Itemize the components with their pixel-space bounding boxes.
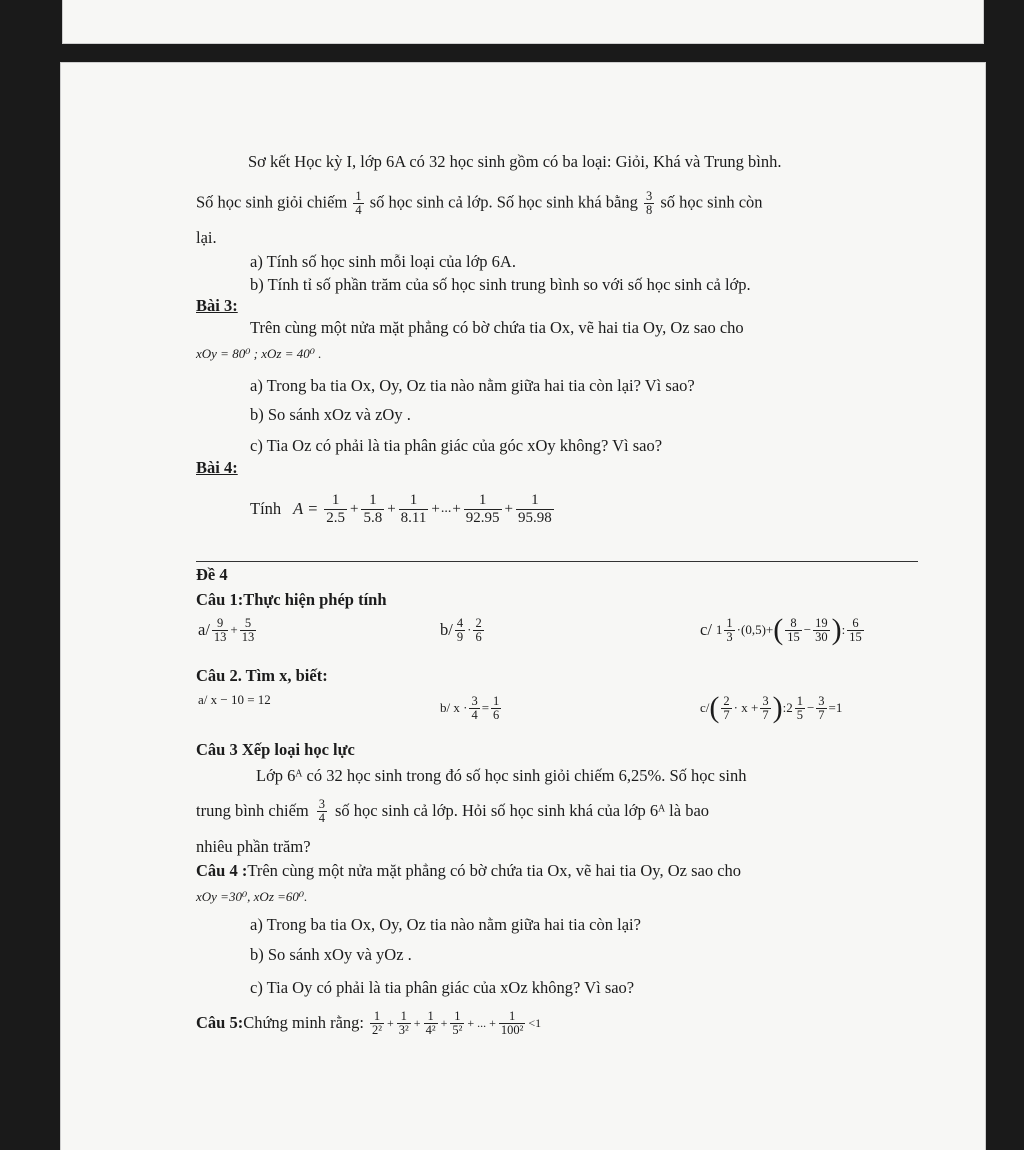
fraction	[424, 1010, 438, 1037]
section-divider	[196, 561, 918, 562]
fraction	[397, 1010, 411, 1037]
numerator: 3	[318, 796, 325, 811]
fraction	[847, 617, 864, 644]
numerator: 1	[796, 693, 803, 708]
operator: + ... +	[467, 1016, 496, 1030]
text-segment: số học sinh cả lớp. Hỏi số học sinh khá của lớp 6ᴬ là bao	[334, 801, 710, 820]
numerator: 1	[454, 1008, 461, 1023]
numerator: 1	[369, 491, 377, 508]
numerator: 1	[331, 491, 340, 508]
fraction	[473, 617, 483, 644]
fraction	[516, 492, 554, 527]
denominator: 5.8	[363, 509, 383, 526]
cau3-line-3: nhiêu phần trăm?	[196, 837, 311, 856]
denominator: 5	[796, 707, 803, 722]
paragraph-intro-2	[196, 190, 763, 217]
numerator: 4	[456, 615, 464, 630]
numerator: 1	[493, 693, 500, 708]
bai3-intro: Trên cùng một nửa mặt phẳng có bờ chứa tia Ox, vẽ hai tia Oy, Oz sao cho	[250, 318, 744, 337]
cau2-b: b/ x · $\frac{3}{4}$ = $\frac{1}{6}$	[440, 693, 500, 722]
denominator: 95.98	[518, 509, 552, 526]
fraction-1-4	[353, 190, 363, 217]
denominator: 13	[213, 629, 227, 644]
denominator: 4²	[425, 1022, 436, 1037]
cau1-b: b/ $\frac{4}{9}$ · $\frac{2}{6}$	[440, 615, 482, 644]
numerator: 2	[475, 615, 482, 630]
denominator: 15	[849, 629, 862, 644]
numerator: 19	[815, 615, 828, 630]
bai3-question-a: a) Trong ba tia Ox, Oy, Oz tia nào nằm giữa hai tia còn lại? Vì sao?	[250, 376, 695, 395]
fraction	[464, 492, 502, 527]
numerator: 3	[645, 189, 653, 203]
operator: +	[431, 501, 440, 517]
fraction	[212, 617, 229, 644]
cau5-sum	[368, 1010, 542, 1037]
whole: 2	[786, 700, 793, 715]
bai3-question-c: c) Tia Oz có phải là tia phân giác của góc xOy không? Vì sao?	[250, 436, 663, 455]
whole: 1	[715, 622, 723, 637]
denominator: 3	[726, 629, 733, 644]
cau4-intro-line	[196, 861, 741, 881]
operator: +	[349, 501, 359, 517]
fraction	[816, 695, 826, 722]
text-segment: số học sinh còn	[660, 192, 763, 212]
operator: +	[387, 501, 396, 517]
operator: +	[504, 501, 514, 517]
de4-title: Đề 4	[196, 565, 228, 584]
numerator: 6	[852, 615, 859, 630]
fraction	[450, 1010, 464, 1037]
fraction	[361, 492, 384, 527]
fraction	[795, 695, 805, 722]
denominator: 7	[762, 707, 769, 722]
fraction	[491, 695, 501, 722]
numerator: 5	[244, 615, 252, 630]
label: c/	[700, 700, 710, 715]
denominator: 9	[456, 629, 464, 644]
denominator: 4	[355, 203, 362, 217]
bai4-label: Tính	[250, 499, 282, 518]
numerator: 1	[409, 491, 418, 508]
cau5-line	[196, 1003, 542, 1043]
bai4-expression	[250, 484, 556, 534]
previous-page-fragment	[62, 0, 984, 44]
denominator: 8	[645, 203, 653, 217]
cau4-question-c: c) Tia Oy có phải là tia phân giác của xOz không? Vì sao?	[250, 978, 635, 997]
cau3-line-1: Lớp 6ᴬ có 32 học sinh trong đó số học sinh giỏi chiếm 6,25%. Số học sinh	[256, 766, 747, 785]
cau2-title: Câu 2. Tìm x, biết:	[196, 666, 328, 685]
question-b: b) Tính tỉ số phần trăm của số học sinh trung bình so với số học sinh cả lớp.	[250, 275, 751, 294]
fraction	[469, 695, 479, 722]
cau2-c: c/ ( $\frac{2}{7}$ · x + $\frac{3}{7}$ ) : 2 $\frac{1}{5}$ − $\frac{3}{7}$ =1	[700, 691, 843, 724]
denominator: 92.95	[465, 509, 500, 526]
operator: +	[440, 1016, 448, 1030]
numerator: 8	[790, 615, 797, 630]
label: b/	[440, 620, 453, 639]
bai3-question-b: b) So sánh xOz và zOy .	[250, 405, 411, 424]
numerator: 3	[471, 693, 478, 708]
label: c/	[700, 620, 712, 639]
operator: +	[452, 501, 461, 517]
cau1-title: Câu 1:Thực hiện phép tính	[196, 590, 387, 609]
denominator: 3²	[398, 1022, 409, 1037]
label: b/ x ·	[440, 700, 468, 715]
fraction	[785, 617, 802, 644]
cau3-title: Câu 3 Xếp loại học lực	[196, 740, 355, 759]
denominator: 5²	[452, 1022, 463, 1037]
denominator: 4	[471, 707, 478, 722]
numerator: 9	[217, 615, 224, 630]
text-segment: trung bình chiếm	[196, 801, 309, 820]
cau1-a: a/ $\frac{9}{13}$ + $\frac{5}{13}$	[198, 615, 255, 644]
denominator: 7	[818, 707, 825, 722]
fraction	[240, 617, 257, 644]
cau5-title: Câu 5:	[196, 1013, 244, 1032]
bai3-title: Bài 3:	[196, 296, 238, 315]
cau4-question-a: a) Trong ba tia Ox, Oy, Oz tia nào nằm giữa hai tia còn lại?	[250, 915, 641, 934]
fraction	[724, 617, 734, 644]
text-segment: Số học sinh giỏi chiếm	[196, 192, 348, 212]
numerator: 1	[531, 491, 539, 508]
numerator: 3	[818, 693, 825, 708]
denominator: 7	[723, 707, 730, 722]
numerator: 1	[355, 189, 362, 203]
denominator: 2²	[372, 1022, 382, 1037]
numerator: 1	[478, 491, 487, 508]
denominator: 100²	[500, 1022, 524, 1037]
numerator: 1	[726, 615, 733, 630]
fraction	[370, 1010, 384, 1037]
denominator: 2.5	[326, 509, 345, 526]
rhs: =1	[828, 700, 843, 715]
rhs: <1	[528, 1016, 542, 1030]
operator: +	[413, 1016, 421, 1030]
cau3-line-2	[196, 796, 709, 826]
fraction	[399, 492, 429, 527]
numerator: 1	[400, 1008, 407, 1023]
paragraph-intro: Sơ kết Học kỳ I, lớp 6A có 32 học sinh gồm có ba loại: Giỏi, Khá và Trung bình.	[248, 152, 782, 171]
fraction-3-4	[317, 798, 327, 825]
numerator: 1	[373, 1008, 381, 1023]
text-segment: số học sinh cả lớp. Số học sinh khá bằng	[369, 192, 638, 212]
bai3-angles: xOy = 80⁰ ; xOz = 40⁰ .	[196, 346, 322, 361]
numerator: 2	[723, 693, 730, 708]
denominator: 6	[493, 707, 500, 722]
cau2-a: a/ x − 10 = 12	[198, 692, 271, 707]
cau5-text: Chứng minh rằng:	[243, 1013, 364, 1032]
ellipsis: ...	[440, 501, 452, 516]
operator: +	[387, 1016, 394, 1030]
denominator: 15	[787, 629, 800, 644]
fraction	[721, 695, 731, 722]
fraction	[760, 695, 770, 722]
cau4-title: Câu 4 :	[196, 861, 248, 880]
fraction	[324, 492, 347, 527]
question-a: a) Tính số học sinh mỗi loại của lớp 6A.	[250, 252, 516, 271]
fraction	[499, 1010, 526, 1037]
numerator: 3	[762, 693, 769, 708]
bai4-sum	[322, 492, 556, 527]
bai4-title: Bài 4:	[196, 458, 238, 477]
denominator: 6	[475, 629, 482, 644]
fraction	[455, 617, 465, 644]
text-segment: ·(0,5)+	[736, 622, 774, 637]
cau4-question-b: b) So sánh xOy và yOz .	[250, 945, 412, 964]
paragraph-intro-3: lại.	[196, 228, 217, 247]
denominator: 30	[815, 629, 828, 644]
cau1-c: c/ 1 $\frac{1}{3}$ ·(0,5)+ ( $\frac{8}{15}$ − $\frac{19}{30}$ ) : $\frac{6}{15}$	[700, 613, 862, 646]
denominator: 13	[241, 629, 255, 644]
fraction-3-8	[644, 190, 654, 217]
cau4-angles: xOy =30⁰, xOz =60⁰.	[196, 889, 308, 904]
denominator: 4	[318, 810, 325, 825]
fraction	[813, 617, 830, 644]
bai4-lhs: A =	[293, 499, 319, 518]
numerator: 1	[509, 1008, 516, 1023]
cau4-intro: Trên cùng một nửa mặt phẳng có bờ chứa tia Ox, vẽ hai tia Oy, Oz sao cho	[247, 861, 742, 880]
denominator: 8.11	[400, 509, 427, 526]
numerator: 1	[427, 1008, 434, 1023]
label: a/	[198, 620, 210, 639]
